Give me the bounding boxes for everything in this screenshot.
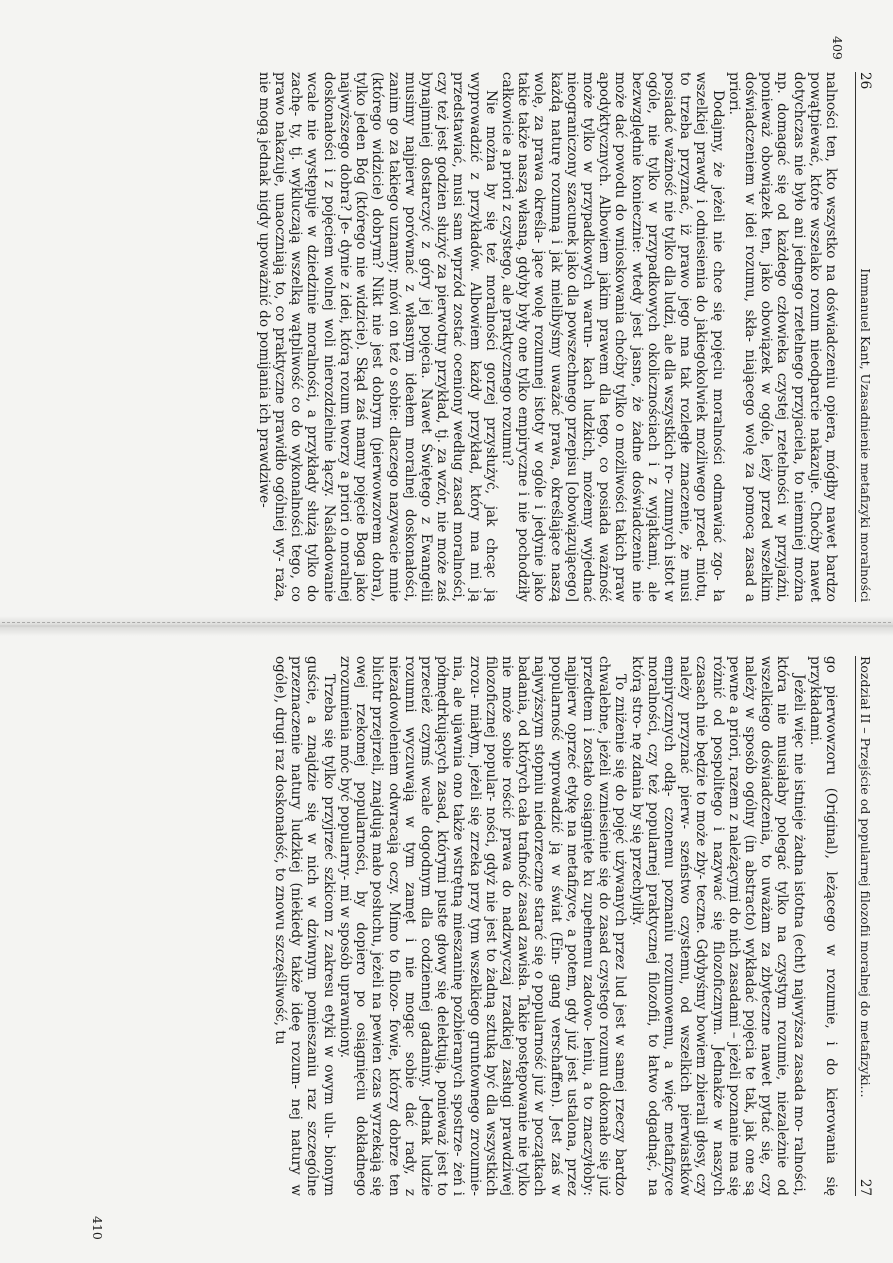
left-page <box>0 0 893 620</box>
paragraph: Jeżeli więc nie istnieje żadna istotna (echt) najwyższa zasada mo- ralności, która nie musiałaby polegać tylko na czystym rozumie, niezależnie od wszelkiego doświadczenia, to uważam za zbyteczne nawet pytać się, czy należy w sposób ogólny (in abstracto) wykładać pojęcia te tak, jak one są pewne a priori, razem z należącymi do nich zasadami – jeżeli poznanie ma się różnić od pospolitego i nazywać się filozoficznym. Jednakże w naszych czasach nie będzie to może zby- teczne. Gdybyśmy bowiem zbierali głosy, czy należy przyznać pierw- szeństwo czystemu, od wszelkich pierwiastków empirycznych odłą- czonemu poznaniu rozumowemu, a więc metafizyce moralności, czy też popularnej praktycznej filozofii, to łatwo odgadnąć, na którą stro- nę zdania by się przechyliły. <box>628 656 807 1196</box>
left-margin-number: 409 <box>830 36 845 60</box>
left-running-head <box>855 72 875 602</box>
paragraph: Dodajmy, że jeżeli nie chce się pojęciu moralności odmawiać zgo- ła wszelkiej prawdy i odniesienia do jakiegokolwiek możliwego przed- miotu, to trzeba przyznać, iż prawo jego ma tak rozległe znaczenie, że musi posiadać ważność nie tylko dla ludzi, ale dla wszystkich ro- zumnych istot w ogóle, nie tylko w przypadkowych okolicznościach i z wyjątkami, ale bezwzględnie koniecznie: wtedy jest jasne, że żadne doświadczenie nie może dać powodu do wnioskowania choćby tylko o możliwości takich praw apodyktycznych. Albowiem jakim prawem dla tego, co posiada ważność może tylko w przypadkowych warun- kach ludzkich, możemy wyjednać nieograniczony szacunek jako dla powszechnego przepisu [obowiązującego] każdą naturę rozumną i jak mielibyśmy uważać prawa, określające naszą wolę, za prawa określa- jące wolę rozumnej istoty w ogóle i jedynie jako takie także naszą własną, gdyby były one tylko empiryczne i nie pochodziły całkowicie a priori z czystego, ale praktycznego rozumu? <box>498 72 726 602</box>
right-body-text <box>272 656 839 1196</box>
paragraph: Trzeba się tylko przyjrzeć szkicom z zakresu etyki w owym ulu- bionym guście, a znajdzie się w nich w dziwnym pomieszaniu raz szczególne przeznaczenie natury ludzkiej (niekiedy także ideę rozum- nej natury w ogóle), drugi raz doskonałość, to znowu szczęśliwość, tu <box>272 656 337 1196</box>
right-page <box>0 632 893 1263</box>
paragraph: go pierwowzoru (Original), leżącego w rozumie, i do kierowania się przykładami. <box>806 656 839 1196</box>
paragraph: Nie można by się też moralności gorzej przysłużyć, jak chcąc ją wyprowadzić z przykładów. Albowiem każdy przykład, który ma mi ją przedstawiać, musi sam wprzód zostać oceniony według zasad moralności, czy też jest godzien służyć za pierwotny przykład, tj. za wzór, nie może zaś bynajmniej dostarczyć z góry jej pojęcia. Nawet Świętego z Ewangelii musimy najpierw porównać z własnym ideałem moralnej doskonałości, zanim go za takiego uznamy; mówi on też o sobie: dlaczego nazywacie mnie (którego widzicie) dobrym? Nikt nie jest dobrym (pierwowzorem dobra), tylko jeden Bóg (którego nie widzicie). Skąd zaś mamy pojęcie Boga jako najwyższego dobra? Je- dynie z idei, którą rozum tworzy a priori o moralnej doskonałości i z pojęciem wolnej woli nierozdzielnie łączy. Naśladowanie wcale nie występuje w dziedzinie moralności, a przykłady służą tylko do zachę- ty, tj. wykluczają wszelką wątpliwość co do wykonalności tego, co prawo nakazuje, unaoczniają to, co praktyczne prawidło ogólniej wy- raża, nie mogą jednak nigdy upoważnić do pomijania ich prawdziwe- <box>255 72 499 602</box>
scan-fold-line <box>2 622 891 631</box>
right-running-title: Rozdział II – Przejście od popularnej filozofii moralnej do metafizyki... <box>858 656 873 1098</box>
right-running-head <box>855 656 875 1196</box>
right-page-number: 27 <box>857 1178 873 1196</box>
paragraph: nalności ten, kto wszystko na doświadczeniu opiera, mógłby nawet bardzo powątpiewać, które wszelako rozum nieodparcie nakazuje. Choćby nawet dotychczas nie było ani jednego rzetelnego przyjaciela, to niemniej można np. domagać się od każdego człowieka czystej rzetelności w przyjaźni, ponieważ obowiązek ten, jako obowiązek w ogóle, leży przed wszelkim doświadczeniem w idei rozumu, skła- niającego wolę za pomocą zasad a priori. <box>725 72 839 602</box>
left-body-text <box>256 72 839 602</box>
paragraph: To zniżenie się do pojęć używanych przez lud jest w samej rzeczy bardzo chwalebne, jeżeli wzniesienie się do zasad czystego rozumu dokonało się już przedtem i zostało osiągnięte ku zupełnemu zadowo- leniu, a to znaczyłoby: najpierw oprzeć etykę na metafizyce, a potem, gdy już jest ustalona, przez popularność wprowadzić ją w świat (Ein- gang verschaffen). Jest zaś w najwyższym stopniu niedorzeczne starać się o popularność już w początkach badania, od których cała trafność zasad zawisła. Takie postępowanie nie tylko nie może sobie rościć prawa do nadzwyczaj rzadkiej zasługi prawdziwej filozoficznej popular- ności, gdyż nie jest to żadną sztuką być dla wszystkich zrozu- miałym, jeżeli się zrzeka przy tym wszelkiego gruntownego zrozumie- nia, ale ujawnia ono także wstrętną mieszaninę pozbieranych spostrze- żeń i półmędrkujących zasad, którymi puste głowy się delektują, ponieważ jest to przecież czymś wcale dogodnym dla codziennej gadaniny. Jednak ludzie rozumni wyczuwają w tym zamęt i nie mogąc sobie dać rady, z niezadowoleniem odwracają oczy. Mimo to filozo- fowie, którzy dobrze ten blichtr przejrzeli, znajdują mało posłuchu, jeżeli na pewien czas wyrzekają się owej rzekomej popularności, by dopiero po osiągnięciu dokładnego zrozumienia móc być popularny- mi w sposób uprawniony. <box>336 656 629 1196</box>
left-page-number: 26 <box>857 72 873 90</box>
left-running-title: Immanuel Kant, Uzasadnienie metafizyki moralności <box>858 268 873 602</box>
right-margin-number: 410 <box>90 1216 105 1240</box>
